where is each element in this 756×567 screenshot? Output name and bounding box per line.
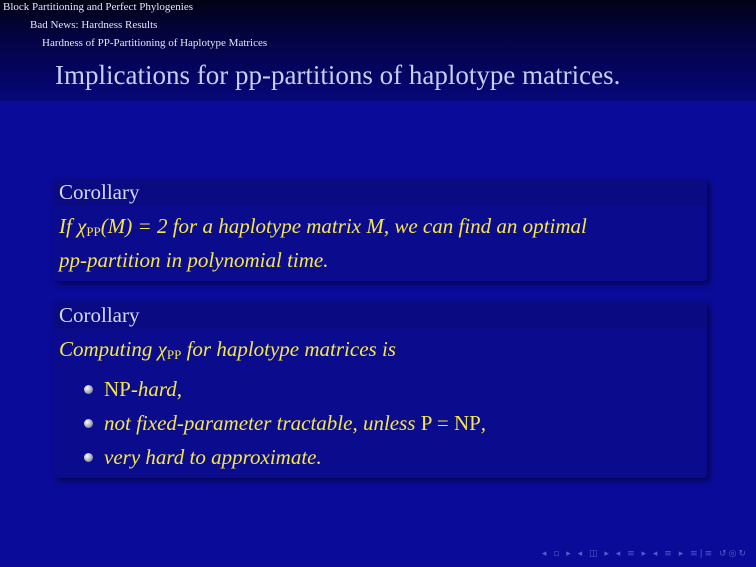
item-tail: , [480,411,487,435]
frame-title: Implications for pp-partitions of haplotype matrices. [55,60,621,90]
block-title: Corollary [53,302,707,329]
header-bar [0,0,756,101]
intro-text: for haplotype matrices is [181,337,396,361]
block-intro [59,335,701,369]
chi-subscript: PP [166,347,182,362]
item-text: -hard, [130,377,182,401]
navigation-controls[interactable]: ◂ ▫ ▸ ◂ ◫ ▸ ◂ ≡ ▸ ◂ ≡ ▸ ≡|≡ ↺◎↻ [541,549,748,559]
block-body [53,329,707,478]
item-roman: NP [104,377,131,401]
item-text: very hard to approximate. [104,445,322,469]
text-conclusion: pp-partition in polynomial time. [59,248,329,272]
list-item [59,443,701,471]
intro-text: Computing [59,337,158,361]
list-item [59,375,701,403]
item-text: not fixed-parameter tractable, unless [104,411,421,435]
block-body [53,206,707,281]
chi-symbol: χ [77,214,87,238]
bullet-icon [84,419,93,428]
corollary-block-1 [53,179,707,281]
breadcrumb-section[interactable]: Block Partitioning and Perfect Phylogenies [3,1,194,13]
text-condition: (M) = 2 for a haplotype matrix M, we can find an optimal [100,214,587,238]
list-item [59,409,701,437]
breadcrumb-subsubsection[interactable]: Hardness of PP-Partitioning of Haplotype Matrices [42,37,268,49]
bullet-icon [84,453,93,462]
block-title: Corollary [53,179,707,206]
corollary-block-2 [53,302,707,478]
chi-subscript: PP [86,224,101,239]
text-if: If [59,214,78,238]
breadcrumb-subsection[interactable]: Bad News: Hardness Results [30,19,158,31]
item-roman: P = NP [420,411,481,435]
chi-symbol: χ [157,337,167,361]
bullet-icon [84,385,93,394]
